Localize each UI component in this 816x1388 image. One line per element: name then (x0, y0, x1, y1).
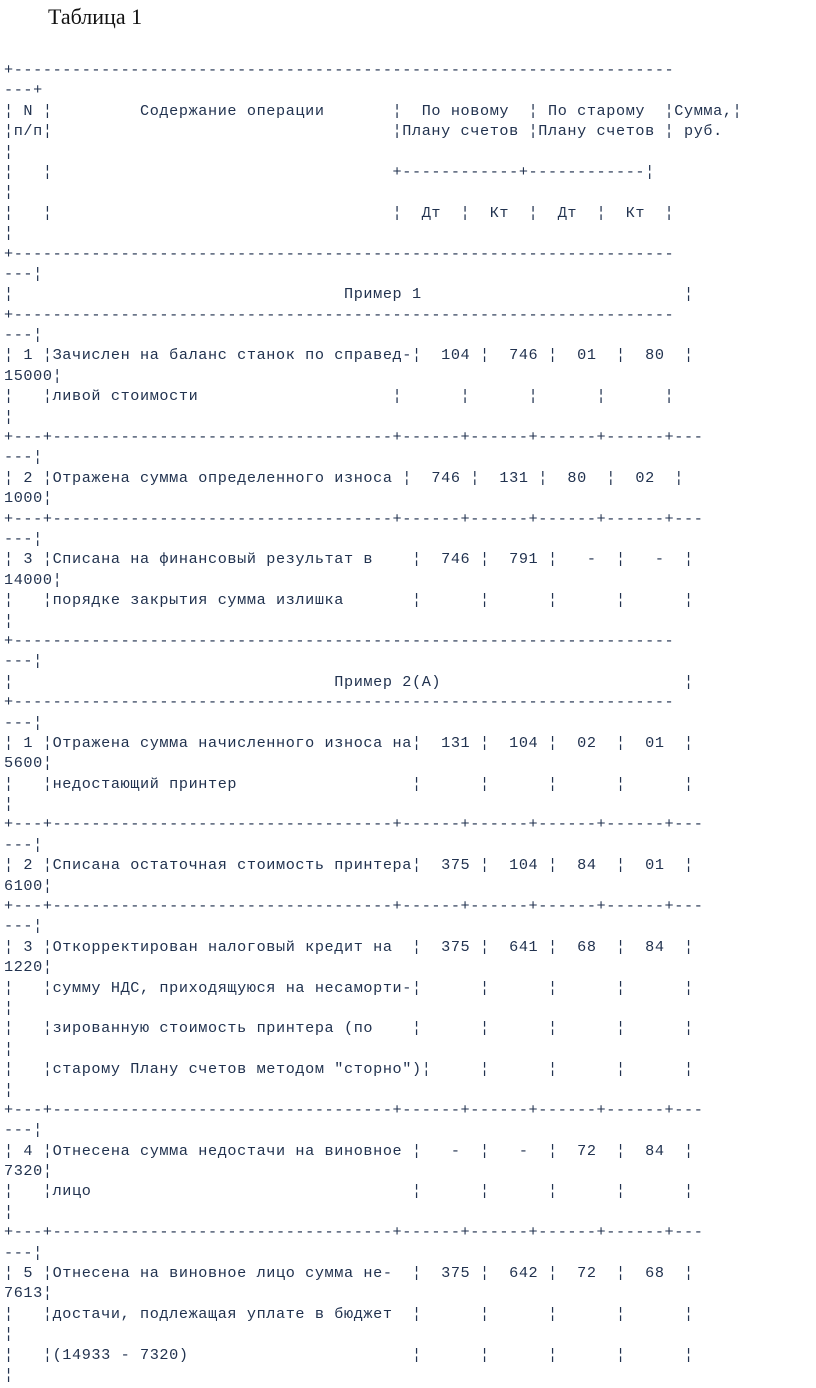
table-line: ---¦ (4, 1243, 43, 1262)
table-line: ¦ Пример 1 ¦ (4, 285, 694, 304)
table-line: +---+-----------------------------------+------+------+------+------+--- (4, 815, 704, 834)
table-line: ¦ N ¦ Содержание операции ¦ По новому ¦ По старому ¦Сумма,¦ (4, 101, 743, 120)
table-line: ---¦ (4, 917, 43, 936)
table-line: ¦ (4, 998, 14, 1017)
table-line: +---+-----------------------------------+------+------+------+------+--- (4, 509, 704, 528)
table-line: 6100¦ (4, 876, 53, 895)
table-line: ¦ (4, 224, 14, 243)
table-line: 5600¦ (4, 754, 53, 773)
table-line: ---¦ (4, 713, 43, 732)
table-line: ¦ ¦старому Плану счетов методом "сторно")¦ ¦ ¦ ¦ ¦ (4, 1060, 694, 1079)
table-line: +-------------------------------------------------------------------- (4, 305, 675, 324)
table-line: ¦ 3 ¦Списана на финансовый результат в ¦ 746 ¦ 791 ¦ - ¦ - ¦ (4, 550, 694, 569)
table-line: +---+-----------------------------------+------+------+------+------+--- (4, 428, 704, 447)
ascii-table (4, 60, 742, 1385)
table-line: ¦ ¦лицо ¦ ¦ ¦ ¦ ¦ (4, 1182, 694, 1201)
table-line: ---¦ (4, 448, 43, 467)
table-line: ¦п/п¦ ¦Плану счетов ¦Плану счетов ¦ руб. (4, 122, 723, 141)
table-line: ---¦ (4, 1121, 43, 1140)
table-line: ¦ (4, 1366, 14, 1384)
table-line: ¦ (4, 1039, 14, 1058)
table-line: +---+-----------------------------------+------+------+------+------+--- (4, 897, 704, 916)
table-line: ---¦ (4, 529, 43, 548)
table-line: ¦ (4, 1080, 14, 1099)
table-line: ¦ 2 ¦Списана остаточная стоимость принтера¦ 375 ¦ 104 ¦ 84 ¦ 01 ¦ (4, 856, 694, 875)
table-line: +---+-----------------------------------+------+------+------+------+--- (4, 1100, 704, 1119)
table-line: 1000¦ (4, 489, 53, 508)
table-line: ¦ (4, 795, 14, 814)
table-line: ¦ 1 ¦Зачислен на баланс станок по справед-¦ 104 ¦ 746 ¦ 01 ¦ 80 ¦ (4, 346, 694, 365)
table-line: ¦ ¦ливой стоимости ¦ ¦ ¦ ¦ ¦ (4, 387, 675, 406)
table-line: ¦ ¦недостающий принтер ¦ ¦ ¦ ¦ ¦ (4, 774, 694, 793)
table-line: +-------------------------------------------------------------------- (4, 693, 675, 712)
table-line: ¦ 5 ¦Отнесена на виновное лицо сумма не- ¦ 375 ¦ 642 ¦ 72 ¦ 68 ¦ (4, 1264, 694, 1283)
table-line: ¦ ¦(14933 - 7320) ¦ ¦ ¦ ¦ ¦ (4, 1345, 694, 1364)
table-line: ---¦ (4, 264, 43, 283)
table-line: 7320¦ (4, 1162, 53, 1181)
table-line: ¦ ¦порядке закрытия сумма излишка ¦ ¦ ¦ ¦ ¦ (4, 591, 694, 610)
table-line: ¦ (4, 142, 14, 161)
table-line: ¦ 2 ¦Отражена сумма определенного износа ¦ 746 ¦ 131 ¦ 80 ¦ 02 ¦ (4, 468, 684, 487)
table-line: ¦ ¦достачи, подлежащая уплате в бюджет ¦ ¦ ¦ ¦ ¦ (4, 1304, 694, 1323)
table-line: ¦ (4, 183, 14, 202)
table-line: ---¦ (4, 835, 43, 854)
table-line: ---¦ (4, 652, 43, 671)
table-line: ¦ ¦ ¦ Дт ¦ Кт ¦ Дт ¦ Кт ¦ (4, 203, 675, 222)
table-line: 15000¦ (4, 366, 63, 385)
table-line: +-------------------------------------------------------------------- (4, 61, 675, 79)
table-line: ¦ (4, 1202, 14, 1221)
table-line: +---+-----------------------------------+------+------+------+------+--- (4, 1223, 704, 1242)
table-line: ¦ ¦зированную стоимость принтера (по ¦ ¦ ¦ ¦ ¦ (4, 1019, 694, 1038)
table-line: ¦ Пример 2(А) ¦ (4, 672, 694, 691)
table-line: ¦ (4, 1325, 14, 1344)
table-line: ¦ ¦ +------------+------------¦ (4, 162, 655, 181)
table-line: +-------------------------------------------------------------------- (4, 244, 675, 263)
table-line: 1220¦ (4, 958, 53, 977)
table-line: ¦ 3 ¦Откорректирован налоговый кредит на ¦ 375 ¦ 641 ¦ 68 ¦ 84 ¦ (4, 937, 694, 956)
table-line: 7613¦ (4, 1284, 53, 1303)
table-line: ¦ 4 ¦Отнесена сумма недостачи на виновное ¦ - ¦ - ¦ 72 ¦ 84 ¦ (4, 1141, 694, 1160)
table-line: +-------------------------------------------------------------------- (4, 631, 675, 650)
document-title: Таблица 1 (48, 4, 143, 29)
table-line: ¦ (4, 611, 14, 630)
table-line: 14000¦ (4, 570, 63, 589)
table-line: ---¦ (4, 326, 43, 345)
table-line: ---+ (4, 81, 43, 100)
table-line: ¦ 1 ¦Отражена сумма начисленного износа на¦ 131 ¦ 104 ¦ 02 ¦ 01 ¦ (4, 733, 694, 752)
table-line: ¦ (4, 407, 14, 426)
table-line: ¦ ¦сумму НДС, приходящуюся на несаморти-¦ ¦ ¦ ¦ ¦ (4, 978, 694, 997)
